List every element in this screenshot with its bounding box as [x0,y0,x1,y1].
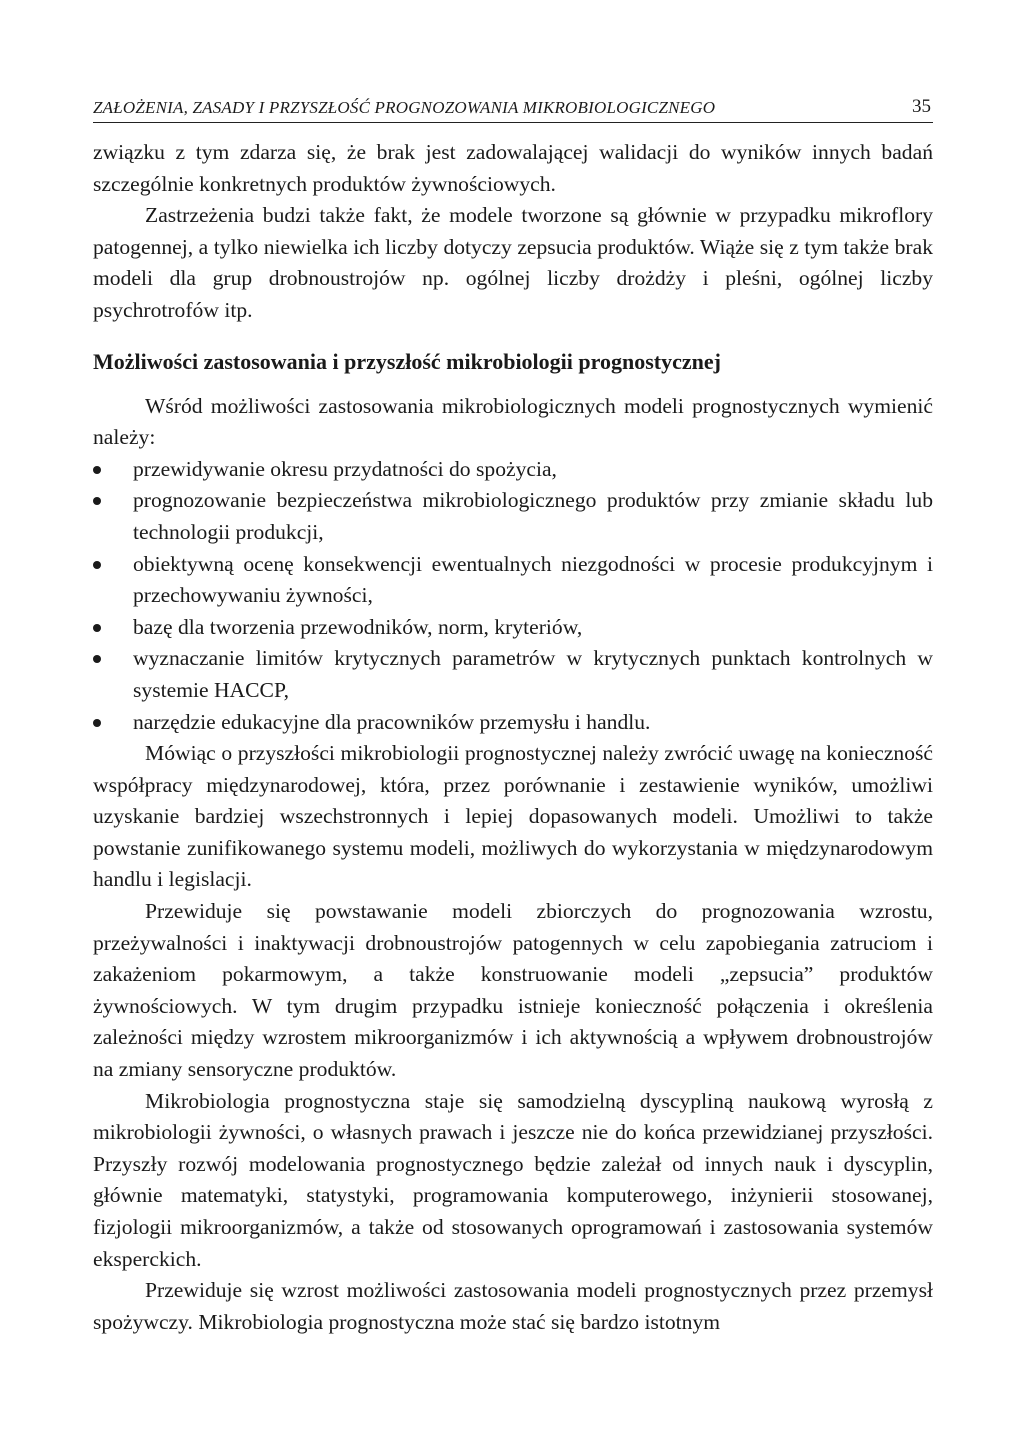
running-header [93,96,933,123]
paragraph: Mówiąc o przyszłości mikrobiologii prognostycznej należy zwrócić uwagę na konieczność współpracy międzynarodowej, która, przez porównanie i zestawienie wyników, umożliwi uzyskanie bardziej wszechstronnych i lepiej dopasowanych modeli. Umożliwi to także powstanie zunifikowanego systemu modeli, możliwych do wykorzystania w międzynarodowym handlu i legislacji. [93,741,933,892]
list-item [93,454,933,486]
list-item-text: obiektywną ocenę konsekwencji ewentualnych niezgodności w procesie produkcyjnym i przechowywaniu żywności, [133,551,933,608]
document-page [93,96,933,1338]
list-item [93,612,933,644]
bullet-icon [93,561,101,569]
applications-list [93,454,933,738]
running-header-title: ZAŁOŻENIA, ZASADY I PRZYSZŁOŚĆ PROGNOZOWANIA MIKROBIOLOGICZNEGO [93,98,716,117]
paragraph: Przewiduje się wzrost możliwości zastosowania modeli prognostycznych przez przemysł spożywczy. Mikrobiologia prognostyczna może stać się bardzo istotnym [93,1278,933,1334]
list-item [93,549,933,612]
paragraph-continuation: związku z tym zdarza się, że brak jest zadowalającej walidacji do wyników innych badań szczególnie konkretnych produktów żywnościowych. [93,140,933,196]
bullet-icon [93,624,101,632]
paragraph: Zastrzeżenia budzi także fakt, że modele tworzone są głównie w przypadku mikroflory patogennej, a tylko niewielka ich liczby dotyczy zepsucia produktów. Wiąże się z tym także brak modeli dla grup drobnoustrojów np. ogólnej liczby drożdży i pleśni, ogólnej liczby psychrotrofów itp. [93,203,933,322]
paragraph: Mikrobiologia prognostyczna staje się samodzielną dyscypliną naukową wyrosłą z mikrobiologii żywności, o własnych prawach i jeszcze nie do końca przewidzianej przyszłości. Przyszły rozwój modelowania prognostycznego będzie zależał od innych nauk i dyscyplin, głównie matematyki, statystyki, programowania komputerowego, inżynierii stosowanej, fizjologii mikroorganizmów, a także od stosowanych oprogramowań i zastosowania systemów eksperckich. [93,1088,933,1271]
section-lead-paragraph: Wśród możliwości zastosowania mikrobiologicznych modeli prognostycznych wymienić należy: [93,393,933,450]
list-item [93,485,933,548]
list-item-text: narzędzie edukacyjne dla pracowników przemysłu i handlu. [133,709,651,734]
list-item-text: bazę dla tworzenia przewodników, norm, kryteriów, [133,614,583,639]
page-number: 35 [912,96,931,117]
list-item [93,643,933,706]
bullet-icon [93,655,101,663]
list-item-text: przewidywanie okresu przydatności do spożycia, [133,456,557,481]
list-item-text: wyznaczanie limitów krytycznych parametrów w krytycznych punktach kontrolnych w systemie HACCP, [133,646,933,702]
list-item [93,707,933,739]
bullet-icon [93,719,101,727]
section-heading: Możliwości zastosowania i przyszłość mikrobiologii prognostycznej [93,348,721,374]
bullet-icon [93,466,101,474]
bullet-icon [93,497,101,505]
paragraph: Przewiduje się powstawanie modeli zbiorczych do prognozowania wzrostu, przeżywalności i inaktywacji drobnoustrojów patogennych w celu zapobiegania zatruciom i zakażeniom pokarmowym, a także konstruowanie modeli „zepsucia” produktów żywnościowych. W tym drugim przypadku istnieje konieczność połączenia i określenia zależności między wzrostem mikroorganizmów i ich aktywnością a wpływem drobnoustrojów na zmiany sensoryczne produktów. [93,899,933,1082]
list-item-text: prognozowanie bezpieczeństwa mikrobiologicznego produktów przy zmianie składu lub technologii produkcji, [133,488,933,544]
page-body [93,137,933,1338]
